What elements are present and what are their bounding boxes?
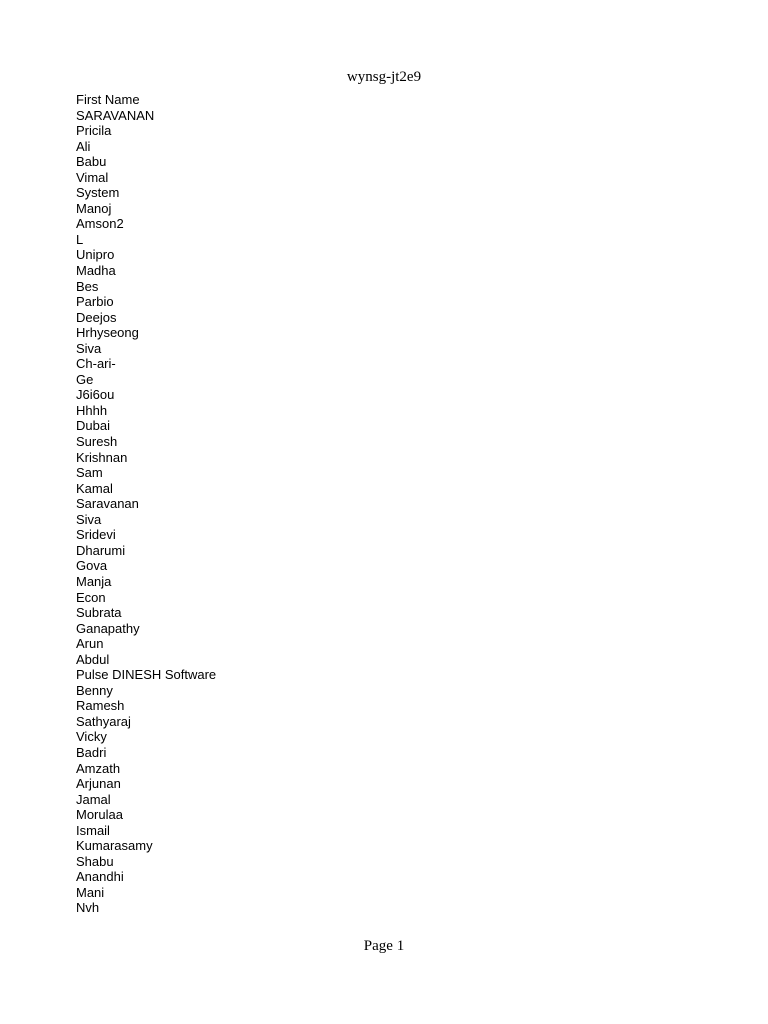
list-item: Saravanan xyxy=(76,496,139,512)
first-name-column xyxy=(76,92,216,916)
list-item: Hrhyseong xyxy=(76,325,139,341)
list-item: Subrata xyxy=(76,605,122,621)
list-item: System xyxy=(76,185,120,201)
list-item: Abdul xyxy=(76,651,110,667)
list-item: Deejos xyxy=(76,309,117,325)
list-item: Pricila xyxy=(76,123,112,139)
list-item: L xyxy=(76,231,84,247)
list-item: J6i6ou xyxy=(76,387,115,403)
list-item: Amzath xyxy=(76,760,121,776)
list-item: Sridevi xyxy=(76,527,116,543)
list-item: Benny xyxy=(76,682,113,698)
list-item: Shabu xyxy=(76,853,114,869)
list-item: Morulaa xyxy=(76,807,123,823)
list-item: Amson2 xyxy=(76,216,124,232)
list-item: Dharumi xyxy=(76,542,126,558)
list-item: Bes xyxy=(76,278,99,294)
list-item: Manoj xyxy=(76,200,112,216)
list-item: Anandhi xyxy=(76,869,124,885)
list-item: SARAVANAN xyxy=(76,107,155,123)
list-item: Babu xyxy=(76,154,107,170)
list-item: Ali xyxy=(76,138,91,154)
list-item: Krishnan xyxy=(76,449,128,465)
list-item: Mani xyxy=(76,884,105,900)
list-item: Pulse DINESH Software xyxy=(76,667,217,683)
list-item: Arjunan xyxy=(76,776,121,792)
page-number: Page 1 xyxy=(363,938,405,954)
list-item: Gova xyxy=(76,558,108,574)
list-item: Siva xyxy=(76,511,102,527)
list-item: Kamal xyxy=(76,480,113,496)
list-item: Hhhh xyxy=(76,402,108,418)
list-item: Sam xyxy=(76,465,103,481)
list-item: Badri xyxy=(76,744,107,760)
list-item: Suresh xyxy=(76,434,118,450)
list-item: Unipro xyxy=(76,247,115,263)
list-item: Ramesh xyxy=(76,698,125,714)
list-item: Parbio xyxy=(76,294,114,310)
list-item: Jamal xyxy=(76,791,111,807)
list-item: Arun xyxy=(76,636,104,652)
list-item: Ge xyxy=(76,371,94,387)
list-item: Ismail xyxy=(76,822,110,838)
column-header: First Name xyxy=(76,92,140,107)
list-item: Manja xyxy=(76,573,112,589)
list-item: Vicky xyxy=(76,729,107,745)
list-item: Econ xyxy=(76,589,106,605)
page-header-title: wynsg-jt2e9 xyxy=(346,69,422,85)
list-item: Dubai xyxy=(76,418,110,434)
list-item: Ganapathy xyxy=(76,620,140,636)
list-item: Madha xyxy=(76,263,116,279)
list-item: Siva xyxy=(76,340,102,356)
list-item: Vimal xyxy=(76,169,109,185)
list-item: Nvh xyxy=(76,900,100,916)
list-item: Sathyaraj xyxy=(76,713,131,729)
list-item: Kumarasamy xyxy=(76,838,153,854)
list-item: Ch-ari- xyxy=(76,356,116,372)
